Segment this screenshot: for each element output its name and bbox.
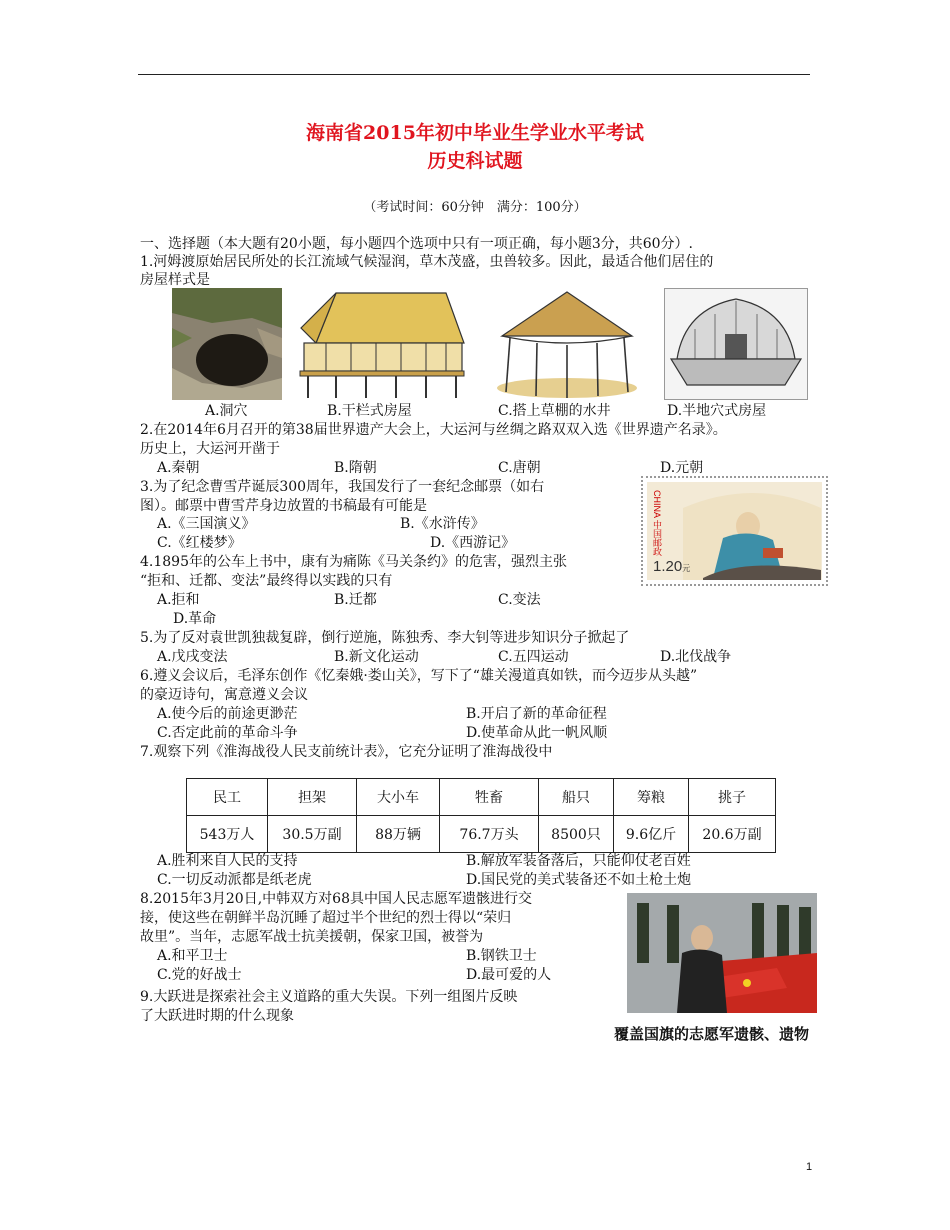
q5-stem: 5.为了反对袁世凯独裁复辟，倒行逆施，陈独秀、李大钊等进步知识分子掀起了 (140, 630, 630, 646)
table-header-cell: 挑子 (689, 779, 776, 816)
q8-option-c[interactable]: C.党的好战士 (157, 967, 242, 983)
q8-stem-line1: 8.2015年3月20日,中韩双方对68具中国人民志愿军遗骸进行交 (140, 891, 532, 907)
q7-option-a[interactable]: A.胜利来自人民的支持 (157, 853, 298, 869)
support-statistics-table (186, 778, 776, 853)
q8-stem-line3: 故里”。当年，志愿军战士抗美援朝，保家卫国，被誉为 (140, 929, 484, 945)
q2-option-c[interactable]: C.唐朝 (498, 460, 541, 476)
q6-option-a[interactable]: A.使今后的前途更渺茫 (157, 706, 298, 722)
q8-stem-line2: 接，使这些在朝鲜半岛沉睡了超过半个世纪的烈士得以“荣归 (140, 910, 512, 926)
table-cell: 30.5万副 (268, 816, 357, 853)
table-cell: 543万人 (187, 816, 268, 853)
exam-subtitle: 历史科试题 (427, 150, 523, 172)
q1-stem-line2: 房屋样式是 (140, 272, 210, 288)
section-heading: 一、选择题（本大题有20小题，每小题四个选项中只有一项正确，每小题3分，共60分）. (140, 236, 693, 252)
q6-option-c[interactable]: C.否定此前的革命斗争 (157, 725, 298, 741)
q4-option-b[interactable]: B.迁都 (334, 592, 377, 608)
table-cell: 20.6万副 (689, 816, 776, 853)
table-header-cell: 担架 (268, 779, 357, 816)
q8-option-d[interactable]: D.最可爱的人 (466, 967, 552, 983)
q4-stem-line2: “拒和、迁都、变法”最终得以实践的只有 (140, 573, 393, 589)
q2-option-b[interactable]: B.隋朝 (334, 460, 377, 476)
q4-option-c[interactable]: C.变法 (498, 592, 541, 608)
q6-stem-line1: 6.遵义会议后，毛泽东创作《忆秦娥·娄山关》，写下了“雄关漫道真如铁，而今迈步从头越” (140, 668, 698, 684)
q9-stem-line1: 9.大跃进是探索社会主义道路的重大失误。下列一组图片反映 (140, 989, 518, 1005)
table-cell: 8500只 (539, 816, 614, 853)
thatched-well-drawing (492, 288, 642, 400)
q6-option-b[interactable]: B.开启了新的革命征程 (466, 706, 607, 722)
top-rule (138, 74, 810, 75)
q1-option-c[interactable]: C.搭上草棚的水井 (498, 403, 611, 419)
stilt-house-drawing (296, 288, 466, 400)
table-row (187, 816, 776, 853)
q7-stem: 7.观察下列《淮海战役人民支前统计表》，它充分证明了淮海战役中 (140, 744, 553, 760)
table-cell: 9.6亿斤 (614, 816, 689, 853)
q6-stem-line2: 的豪迈诗句，寓意遵义会议 (140, 687, 308, 703)
q8-option-a[interactable]: A.和平卫士 (157, 948, 228, 964)
stamp-value: 1.20元 (653, 558, 691, 575)
table-header-cell: 筹粮 (614, 779, 689, 816)
q5-option-c[interactable]: C.五四运动 (498, 649, 569, 665)
q4-option-d[interactable]: D.革命 (173, 611, 217, 627)
q3-option-b[interactable]: B.《水浒传》 (400, 516, 485, 532)
q8-option-b[interactable]: B.钢铁卫士 (466, 948, 537, 964)
cave-photo (172, 288, 282, 400)
q7-option-b[interactable]: B.解放军装备落后，只能仰仗老百姓 (466, 853, 691, 869)
table-header-cell: 大小车 (357, 779, 440, 816)
photo-caption: 覆盖国旗的志愿军遗骸、遗物 (614, 1026, 810, 1043)
q5-option-d[interactable]: D.北伐战争 (660, 649, 732, 665)
q6-option-d[interactable]: D.使革命从此一帆风顺 (466, 725, 608, 741)
q1-stem-line1: 1.河姆渡原始居民所处的长江流域气候湿润，草木茂盛，虫兽较多。因此，最适合他们居住的 (140, 254, 714, 270)
q3-stem-line1: 3.为了纪念曹雪芹诞辰300周年，我国发行了一套纪念邮票（如右 (140, 479, 545, 495)
q7-option-d[interactable]: D.国民党的美式装备还不如土枪土炮 (466, 872, 692, 888)
table-header-cell: 船只 (539, 779, 614, 816)
q5-option-b[interactable]: B.新文化运动 (334, 649, 419, 665)
q5-option-a[interactable]: A.戊戌变法 (157, 649, 228, 665)
q7-option-c[interactable]: C.一切反动派都是纸老虎 (157, 872, 312, 888)
stamp-image (641, 476, 828, 586)
exam-title: 海南省2015年初中毕业生学业水平考试 (306, 122, 644, 144)
q1-option-d[interactable]: D.半地穴式房屋 (667, 403, 767, 419)
q9-stem-line2: 了大跃进时期的什么现象 (140, 1008, 294, 1024)
q1-option-b[interactable]: B.干栏式房屋 (327, 403, 412, 419)
pit-house-drawing (664, 288, 808, 400)
q3-option-a[interactable]: A.《三国演义》 (157, 516, 256, 532)
table-cell: 88万辆 (357, 816, 440, 853)
q3-option-d[interactable]: D.《西游记》 (430, 535, 516, 551)
q4-stem-line1: 4.1895年的公车上书中，康有为痛陈《马关条约》的危害，强烈主张 (140, 554, 567, 570)
exam-info: （考试时间：60分钟 满分：100分） (363, 200, 587, 215)
q3-stem-line2: 图）。邮票中曹雪芹身边放置的书稿最有可能是 (140, 498, 427, 514)
q2-option-d[interactable]: D.元朝 (660, 460, 704, 476)
q1-option-a[interactable]: A.洞穴 (205, 403, 248, 419)
q2-option-a[interactable]: A.秦朝 (157, 460, 200, 476)
table-header-cell: 民工 (187, 779, 268, 816)
q4-option-a[interactable]: A.拒和 (157, 592, 200, 608)
q2-stem-line2: 历史上，大运河开凿于 (140, 441, 280, 457)
table-cell: 76.7万头 (440, 816, 539, 853)
q2-stem-line1: 2.在2014年6月召开的第38届世界遗产大会上，大运河与丝绸之路双双入选《世界遗产名录》。 (140, 422, 727, 438)
q3-option-c[interactable]: C.《红楼梦》 (157, 535, 242, 551)
stamp-country: CHINA 中国邮政 (652, 490, 662, 557)
remains-ceremony-photo (627, 893, 817, 1013)
table-header-cell: 牲畜 (440, 779, 539, 816)
page-number: 1 (806, 1161, 813, 1173)
table-header-row (187, 779, 776, 816)
